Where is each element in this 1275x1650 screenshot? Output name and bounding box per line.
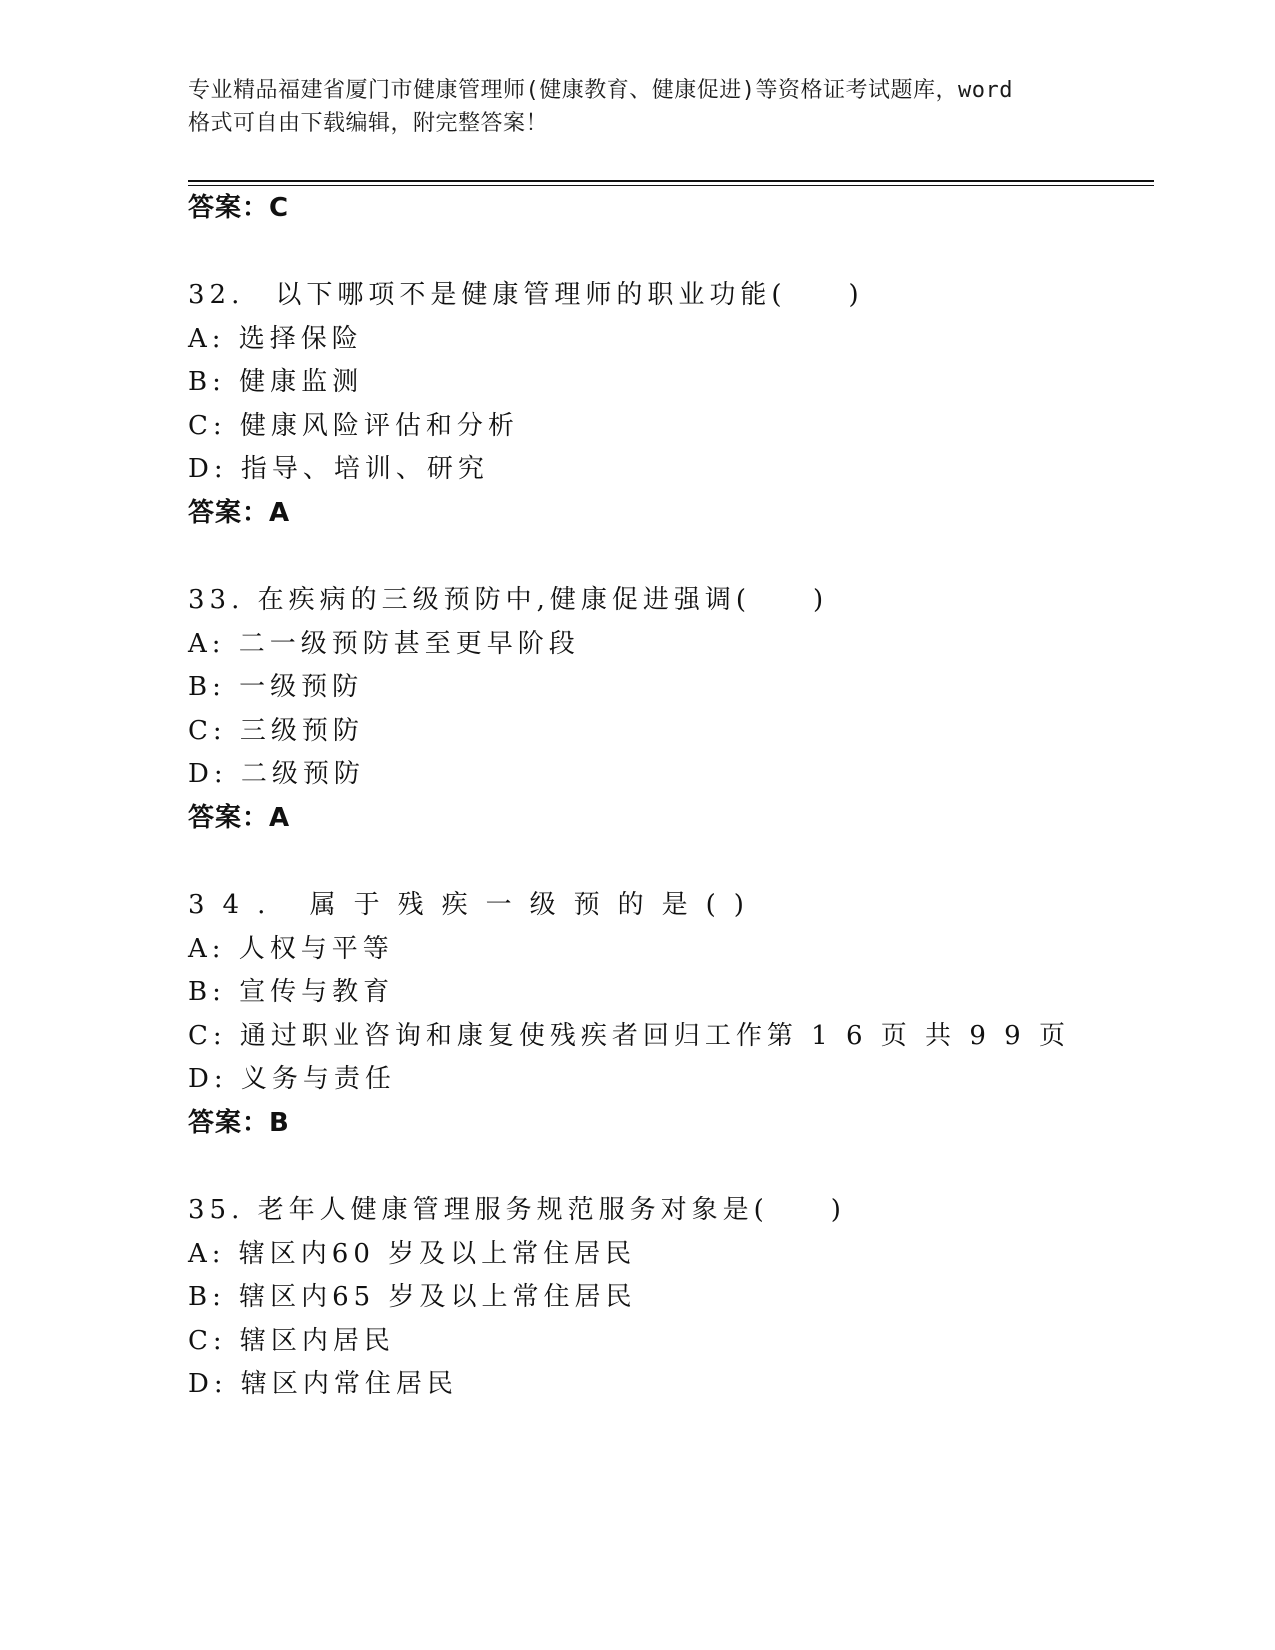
question-32-stem: 32. 以下哪项不是健康管理师的职业功能( ) (188, 280, 864, 310)
question-35-stem: 35. 老年人健康管理服务规范服务对象是( ) (188, 1195, 846, 1225)
previous-answer: 答案：C (188, 193, 290, 223)
question-35-option-d: D: 辖区内常住居民 (188, 1369, 458, 1399)
question-32-answer: 答案：A (188, 498, 291, 528)
question-32-option-a: A: 选择保险 (188, 324, 363, 354)
question-32-option-d: D: 指导、培训、研究 (188, 454, 489, 484)
question-33-option-a: A: 二一级预防甚至更早阶段 (188, 629, 580, 659)
question-35-option-c: C: 辖区内居民 (188, 1326, 395, 1356)
question-34-option-d: D: 义务与责任 (188, 1064, 396, 1094)
question-33-option-b: B: 一级预防 (188, 672, 364, 702)
question-35-option-a: A: 辖区内60 岁及以上常住居民 (188, 1239, 637, 1269)
header-rule-thick (188, 180, 1154, 182)
question-33-option-c: C: 三级预防 (188, 716, 364, 746)
question-32-option-b: B: 健康监测 (188, 367, 364, 397)
question-33-option-d: D: 二级预防 (188, 759, 365, 789)
question-33-answer: 答案：A (188, 803, 291, 833)
question-34-option-b: B: 宣传与教育 (188, 977, 395, 1007)
header-line-2: 格式可自由下载编辑，附完整答案！ (188, 111, 549, 136)
document-header (188, 74, 1088, 140)
question-34-stem: 34. 属于残疾一级预的是() (188, 890, 762, 920)
header-rule-thin (188, 185, 1154, 186)
question-34-option-a: A: 人权与平等 (188, 934, 394, 964)
question-35-option-b: B: 辖区内65 岁及以上常住居民 (188, 1282, 637, 1312)
question-34-answer: 答案：B (188, 1108, 290, 1138)
question-33-stem: 33. 在疾病的三级预防中,健康促进强调( ) (188, 585, 829, 615)
question-32-option-c: C: 健康风险评估和分析 (188, 411, 519, 441)
question-34-option-c: C: 通过职业咨询和康复使残疾者回归工作第 1 6 页 共 9 9 页 (188, 1021, 1070, 1051)
header-line-1: 专业精品福建省厦门市健康管理师(健康教育、健康促进)等资格证考试题库，word (188, 78, 1013, 103)
